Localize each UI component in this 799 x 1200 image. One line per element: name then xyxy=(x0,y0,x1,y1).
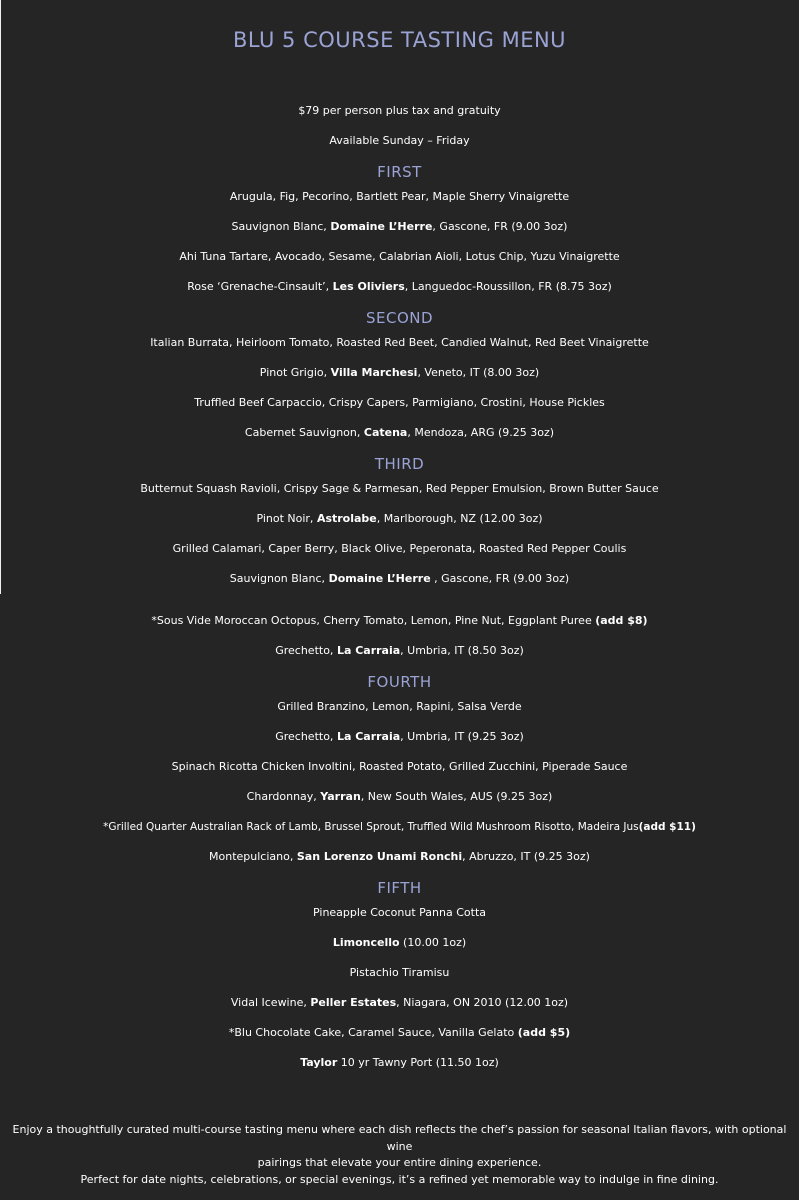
availability-text: Available Sunday – Friday xyxy=(329,134,470,147)
wine-pairing: Pinot Grigio, Villa Marchesi, Veneto, IT (8.00 3oz) xyxy=(259,366,540,379)
menu-item: *Sous Vide Moroccan Octopus, Cherry Tomato, Lemon, Pine Nut, Eggplant Puree (add $8) xyxy=(151,614,648,627)
page-title: BLU 5 COURSE TASTING MENU xyxy=(232,28,567,52)
menu-item: Grilled Calamari, Caper Berry, Black Olive, Peperonata, Roasted Red Pepper Coulis xyxy=(172,542,627,555)
menu-item: *Blu Chocolate Cake, Caramel Sauce, Vanilla Gelato (add $5) xyxy=(228,1026,571,1039)
wine-pairing: Vidal Icewine, Peller Estates, Niagara, ON 2010 (12.00 1oz) xyxy=(230,996,569,1009)
wine-pairing: Chardonnay, Yarran, New South Wales, AUS (9.25 3oz) xyxy=(246,790,553,803)
course-heading-fourth: FOURTH xyxy=(367,673,432,691)
footer-line: Perfect for date nights, celebrations, or special evenings, it’s a refined yet memorable way to indulge in fine dining. xyxy=(80,1172,719,1186)
price-text: $79 per person plus tax and gratuity xyxy=(298,104,501,117)
wine-pairing: Grechetto, La Carraia, Umbria, IT (9.25 3oz) xyxy=(275,730,524,743)
menu-item: Pistachio Tiramisu xyxy=(349,966,450,979)
wine-pairing: Montepulciano, San Lorenzo Unami Ronchi, Abruzzo, IT (9.25 3oz) xyxy=(209,850,590,863)
menu-item: Grilled Branzino, Lemon, Rapini, Salsa Verde xyxy=(277,700,522,713)
menu-item: Spinach Ricotta Chicken Involtini, Roasted Potato, Grilled Zucchini, Piperade Sauce xyxy=(171,760,628,773)
menu-item: Butternut Squash Ravioli, Crispy Sage & Parmesan, Red Pepper Emulsion, Brown Butter Sauce xyxy=(140,482,659,495)
course-heading-second: SECOND xyxy=(365,309,434,327)
wine-pairing: Taylor 10 yr Tawny Port (11.50 1oz) xyxy=(300,1056,499,1069)
wine-pairing: Sauvignon Blanc, Domaine L’Herre , Gascone, FR (9.00 3oz) xyxy=(229,572,570,585)
course-heading-third: THIRD xyxy=(374,455,425,473)
course-heading-first: FIRST xyxy=(377,163,422,181)
wine-pairing: Sauvignon Blanc, Domaine L’Herre, Gascone, FR (9.00 3oz) xyxy=(231,220,568,233)
wine-pairing: Limoncello (10.00 1oz) xyxy=(332,936,467,949)
menu-item: Italian Burrata, Heirloom Tomato, Roasted Red Beet, Candied Walnut, Red Beet Vinaigrette xyxy=(150,336,649,349)
menu-item: Arugula, Fig, Pecorino, Bartlett Pear, Maple Sherry Vinaigrette xyxy=(229,190,570,203)
footer-description xyxy=(0,1122,799,1188)
menu-item: Pineapple Coconut Panna Cotta xyxy=(313,906,486,919)
wine-pairing: Cabernet Sauvignon, Catena, Mendoza, ARG (9.25 3oz) xyxy=(244,426,555,439)
footer-line: pairings that elevate your entire dining experience. xyxy=(257,1156,542,1169)
menu-item: Ahi Tuna Tartare, Avocado, Sesame, Calabrian Aioli, Lotus Chip, Yuzu Vinaigrette xyxy=(179,250,620,263)
wine-pairing: Rose ‘Grenache-Cinsault’, Les Oliviers, Languedoc-Roussillon, FR (8.75 3oz) xyxy=(187,280,612,293)
page-edge xyxy=(0,0,1,594)
menu-item: Truffled Beef Carpaccio, Crispy Capers, Parmigiano, Crostini, House Pickles xyxy=(194,396,605,409)
wine-pairing: Pinot Noir, Astrolabe, Marlborough, NZ (12.00 3oz) xyxy=(256,512,543,525)
course-heading-fifth: FIFTH xyxy=(377,879,422,897)
wine-pairing: Grechetto, La Carraia, Umbria, IT (8.50 3oz) xyxy=(275,644,524,657)
menu-item: *Grilled Quarter Australian Rack of Lamb, Brussel Sprout, Truffled Wild Mushroom Risotto, Madeira Jus(add $11) xyxy=(103,821,696,833)
footer-line: Enjoy a thoughtfully curated multi-course tasting menu where each dish reflects the chef’s passion for seasonal Italian flavors, with optional wine xyxy=(12,1123,787,1153)
